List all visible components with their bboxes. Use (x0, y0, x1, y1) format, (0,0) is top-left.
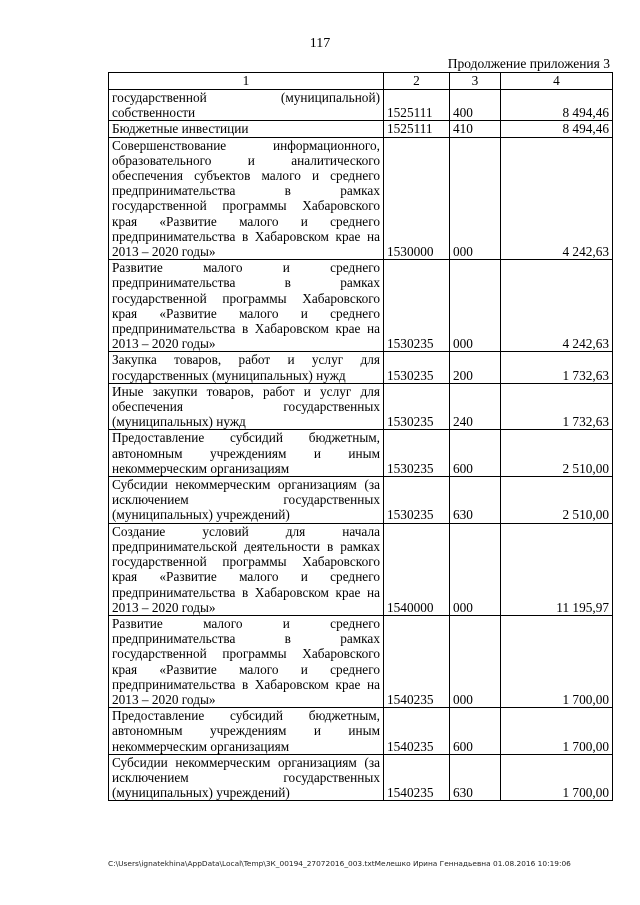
row-amount: 2 510,00 (501, 477, 613, 524)
budget-table (108, 72, 613, 801)
footer-file-path: C:\Users\ignatekhina\AppData\Local\Temp\3К_00194_27072016_003.txt (108, 859, 375, 868)
row-expense-type: 600 (450, 708, 501, 755)
row-name: Предоставление субсидий бюджетным, автономным учреждениям и иным некоммерческим организациям (109, 708, 384, 755)
row-target-code: 1530235 (384, 430, 450, 477)
row-amount: 11 195,97 (501, 523, 613, 615)
row-name: Иные закупки товаров, работ и услуг для обеспечения государственных (муниципальных) нужд (109, 383, 384, 430)
table-row (109, 260, 613, 352)
row-amount: 4 242,63 (501, 137, 613, 260)
row-target-code: 1530235 (384, 477, 450, 524)
row-name: Развитие малого и среднего предпринимательства в рамках государственной программы Хабаровского края «Развитие малого и среднего предпринимательства в Хабаровском крае на 2013 – 2020 годы» (109, 260, 384, 352)
row-name: Совершенствование информационного, образовательного и аналитического обеспечения субъектов малого и среднего предпринимательства в рамках государственной программы Хабаровского края «Развитие малого и среднего предпринимательства в Хабаровском крае на 2013 – 2020 годы» (109, 137, 384, 260)
table-row (109, 754, 613, 801)
row-name: Развитие малого и среднего предпринимательства в рамках государственной программы Хабаровского края «Развитие малого и среднего предпринимательства в Хабаровском крае на 2013 – 2020 годы» (109, 615, 384, 707)
row-amount: 1 732,63 (501, 383, 613, 430)
row-target-code: 1530235 (384, 352, 450, 383)
header-col-1: 1 (109, 73, 384, 90)
table-row (109, 477, 613, 524)
row-expense-type: 000 (450, 615, 501, 707)
table-row (109, 383, 613, 430)
row-target-code: 1530000 (384, 137, 450, 260)
row-amount: 1 700,00 (501, 708, 613, 755)
page-number: 117 (309, 36, 331, 51)
header-col-4: 4 (501, 73, 613, 90)
row-expense-type: 600 (450, 430, 501, 477)
row-target-code: 1525111 (384, 121, 450, 137)
row-target-code: 1540235 (384, 615, 450, 707)
table-row (109, 352, 613, 383)
table-row (109, 430, 613, 477)
table-header-row (109, 73, 613, 90)
row-expense-type: 200 (450, 352, 501, 383)
table-row (109, 615, 613, 707)
row-expense-type: 630 (450, 754, 501, 801)
row-expense-type: 000 (450, 523, 501, 615)
row-expense-type: 000 (450, 260, 501, 352)
row-expense-type: 410 (450, 121, 501, 137)
row-expense-type: 630 (450, 477, 501, 524)
row-amount: 1 700,00 (501, 615, 613, 707)
row-amount: 4 242,63 (501, 260, 613, 352)
table-row (109, 708, 613, 755)
table-row (109, 90, 613, 121)
footer-author-date: Мелешко Ирина Геннадьевна 01.08.2016 10:19:06 (374, 859, 571, 868)
row-name: Предоставление субсидий бюджетным, автономным учреждениям и иным некоммерческим организациям (109, 430, 384, 477)
row-name: Субсидии некоммерческим организациям (за исключением государственных (муниципальных) учреждений) (109, 477, 384, 524)
row-amount: 1 700,00 (501, 754, 613, 801)
row-amount: 8 494,46 (501, 121, 613, 137)
table-row (109, 121, 613, 137)
row-name: государственной (муниципальной) собственности (109, 90, 384, 121)
row-target-code: 1540235 (384, 754, 450, 801)
row-name: Создание условий для начала предпринимательской деятельности в рамках государственной программы Хабаровского края «Развитие малого и среднего предпринимательства в Хабаровском крае на 2013 – 2020 годы» (109, 523, 384, 615)
row-target-code: 1540000 (384, 523, 450, 615)
appendix-continuation-label: Продолжение приложения 3 (447, 56, 610, 71)
row-name: Субсидии некоммерческим организациям (за исключением государственных (муниципальных) учреждений) (109, 754, 384, 801)
row-name: Закупка товаров, работ и услуг для государственных (муниципальных) нужд (109, 352, 384, 383)
row-amount: 1 732,63 (501, 352, 613, 383)
row-target-code: 1530235 (384, 260, 450, 352)
table-row (109, 523, 613, 615)
header-col-3: 3 (450, 73, 501, 90)
row-expense-type: 240 (450, 383, 501, 430)
file-path-footer (108, 859, 608, 868)
table-row (109, 137, 613, 260)
row-expense-type: 400 (450, 90, 501, 121)
row-amount: 2 510,00 (501, 430, 613, 477)
row-expense-type: 000 (450, 137, 501, 260)
row-name: Бюджетные инвестиции (109, 121, 384, 137)
row-target-code: 1530235 (384, 383, 450, 430)
row-amount: 8 494,46 (501, 90, 613, 121)
row-target-code: 1540235 (384, 708, 450, 755)
row-target-code: 1525111 (384, 90, 450, 121)
header-col-2: 2 (384, 73, 450, 90)
